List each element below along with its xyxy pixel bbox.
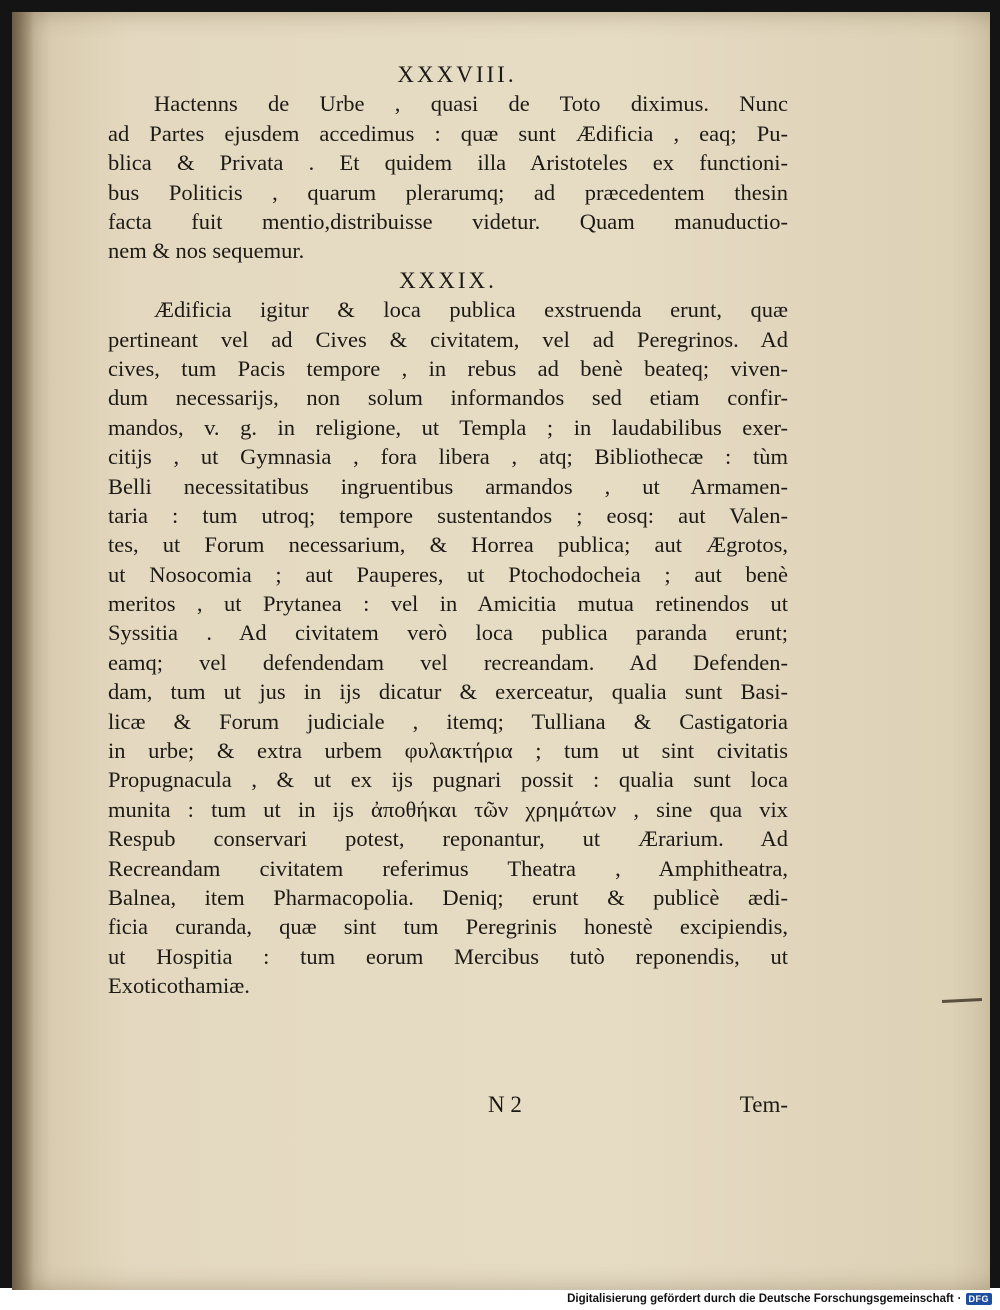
text-line: Recreandam civitatem referimus Theatra , Amphitheatra, bbox=[108, 855, 788, 881]
text-line: blica & Privata . Et quidem illa Aristoteles ex functioni- bbox=[108, 150, 788, 176]
text-line: munita : tum ut in ijs ἀποθήκαι τῶν χρημάτων , sine qua vix bbox=[108, 796, 788, 822]
text-line: facta fuit mentio,distribuisse videtur. Quam manuductio- bbox=[108, 208, 788, 234]
text-line: bus Politicis , quarum plerarumq; ad præcedentem thesin bbox=[108, 179, 788, 205]
text-line: in urbe; & extra urbem φυλακτήρια ; tum ut sint civitatis bbox=[108, 738, 788, 764]
paragraph-38 bbox=[108, 89, 788, 265]
credit-text: Digitalisierung gefördert durch die Deutsche Forschungsgemeinschaft bbox=[567, 1293, 954, 1305]
section-heading-39: XXXIX. bbox=[399, 267, 497, 293]
margin-ink-mark bbox=[942, 998, 982, 1003]
text-line: Propugnacula , & ut ex ijs pugnari possit : qualia sunt loca bbox=[108, 767, 788, 793]
paragraph-39 bbox=[108, 295, 788, 1000]
text-line: Belli necessitatibus ingruentibus armandos , ut Armamen- bbox=[108, 473, 788, 499]
text-line: tes, ut Forum necessarium, & Horrea publica; aut Ægrotos, bbox=[108, 532, 788, 558]
text-line: citijs , ut Gymnasia , fora libera , atq; Bibliothecæ : tùm bbox=[108, 444, 788, 470]
section-heading-38: XXXVIII. bbox=[397, 62, 517, 87]
text-line: pertineant vel ad Cives & civitatem, vel ad Peregrinos. Ad bbox=[108, 326, 788, 352]
page-footer bbox=[108, 1092, 788, 1124]
text-line: eamq; vel defendendam vel recreandam. Ad Defenden- bbox=[108, 649, 788, 675]
text-line: ut Nosocomia ; aut Pauperes, ut Ptochodocheia ; aut benè bbox=[108, 561, 788, 587]
text-line: dam, tum ut jus in ijs dicatur & exerceatur, qualia sunt Basi- bbox=[108, 679, 788, 705]
text-line: dum necessarijs, non solum informandos sed etiam confir- bbox=[108, 385, 788, 411]
text-line: ut Hospitia : tum eorum Mercibus tutò reponendis, ut bbox=[108, 943, 788, 969]
text-line: Syssitia . Ad civitatem verò loca publica paranda erunt; bbox=[108, 620, 788, 646]
text-line: meritos , ut Prytanea : vel in Amicitia mutua retinendos ut bbox=[108, 591, 788, 617]
text-line: mandos, v. g. in religione, ut Templa ; in laudabilibus exer- bbox=[108, 414, 788, 440]
text-line: Exoticothamiæ. bbox=[108, 973, 250, 999]
digitization-credit bbox=[567, 1290, 992, 1308]
credit-separator: · bbox=[957, 1293, 962, 1305]
page-text bbox=[108, 52, 788, 1001]
text-line: nem & nos sequemur. bbox=[108, 238, 305, 264]
printer-signature: N 2 bbox=[488, 1092, 522, 1117]
text-line: ad Partes ejusdem accedimus : quæ sunt Ædificia , eaq; Pu- bbox=[108, 120, 788, 146]
text-line: Ædificia igitur & loca publica exstruenda erunt, quæ bbox=[154, 297, 788, 323]
text-line: Respub conservari potest, reponantur, ut Ærarium. Ad bbox=[108, 826, 788, 852]
text-line: ficia curanda, quæ sint tum Peregrinis honestè excipiendis, bbox=[108, 914, 788, 940]
text-line: cives, tum Pacis tempore , in rebus ad benè beateq; viven- bbox=[108, 355, 788, 381]
text-line: licæ & Forum judiciale , itemq; Tulliana & Castigatoria bbox=[108, 708, 788, 734]
gutter-shadow bbox=[12, 12, 34, 1290]
dfg-logo-icon: DFG bbox=[966, 1293, 993, 1305]
catchword: Tem- bbox=[739, 1092, 788, 1117]
text-line: Hactenns de Urbe , quasi de Toto diximus. Nunc bbox=[154, 91, 788, 117]
text-line: Balnea, item Pharmacopolia. Deniq; erunt & publicè ædi- bbox=[108, 884, 788, 910]
text-line: taria : tum utroq; tempore sustentandos ; eosq: aut Valen- bbox=[108, 502, 788, 528]
